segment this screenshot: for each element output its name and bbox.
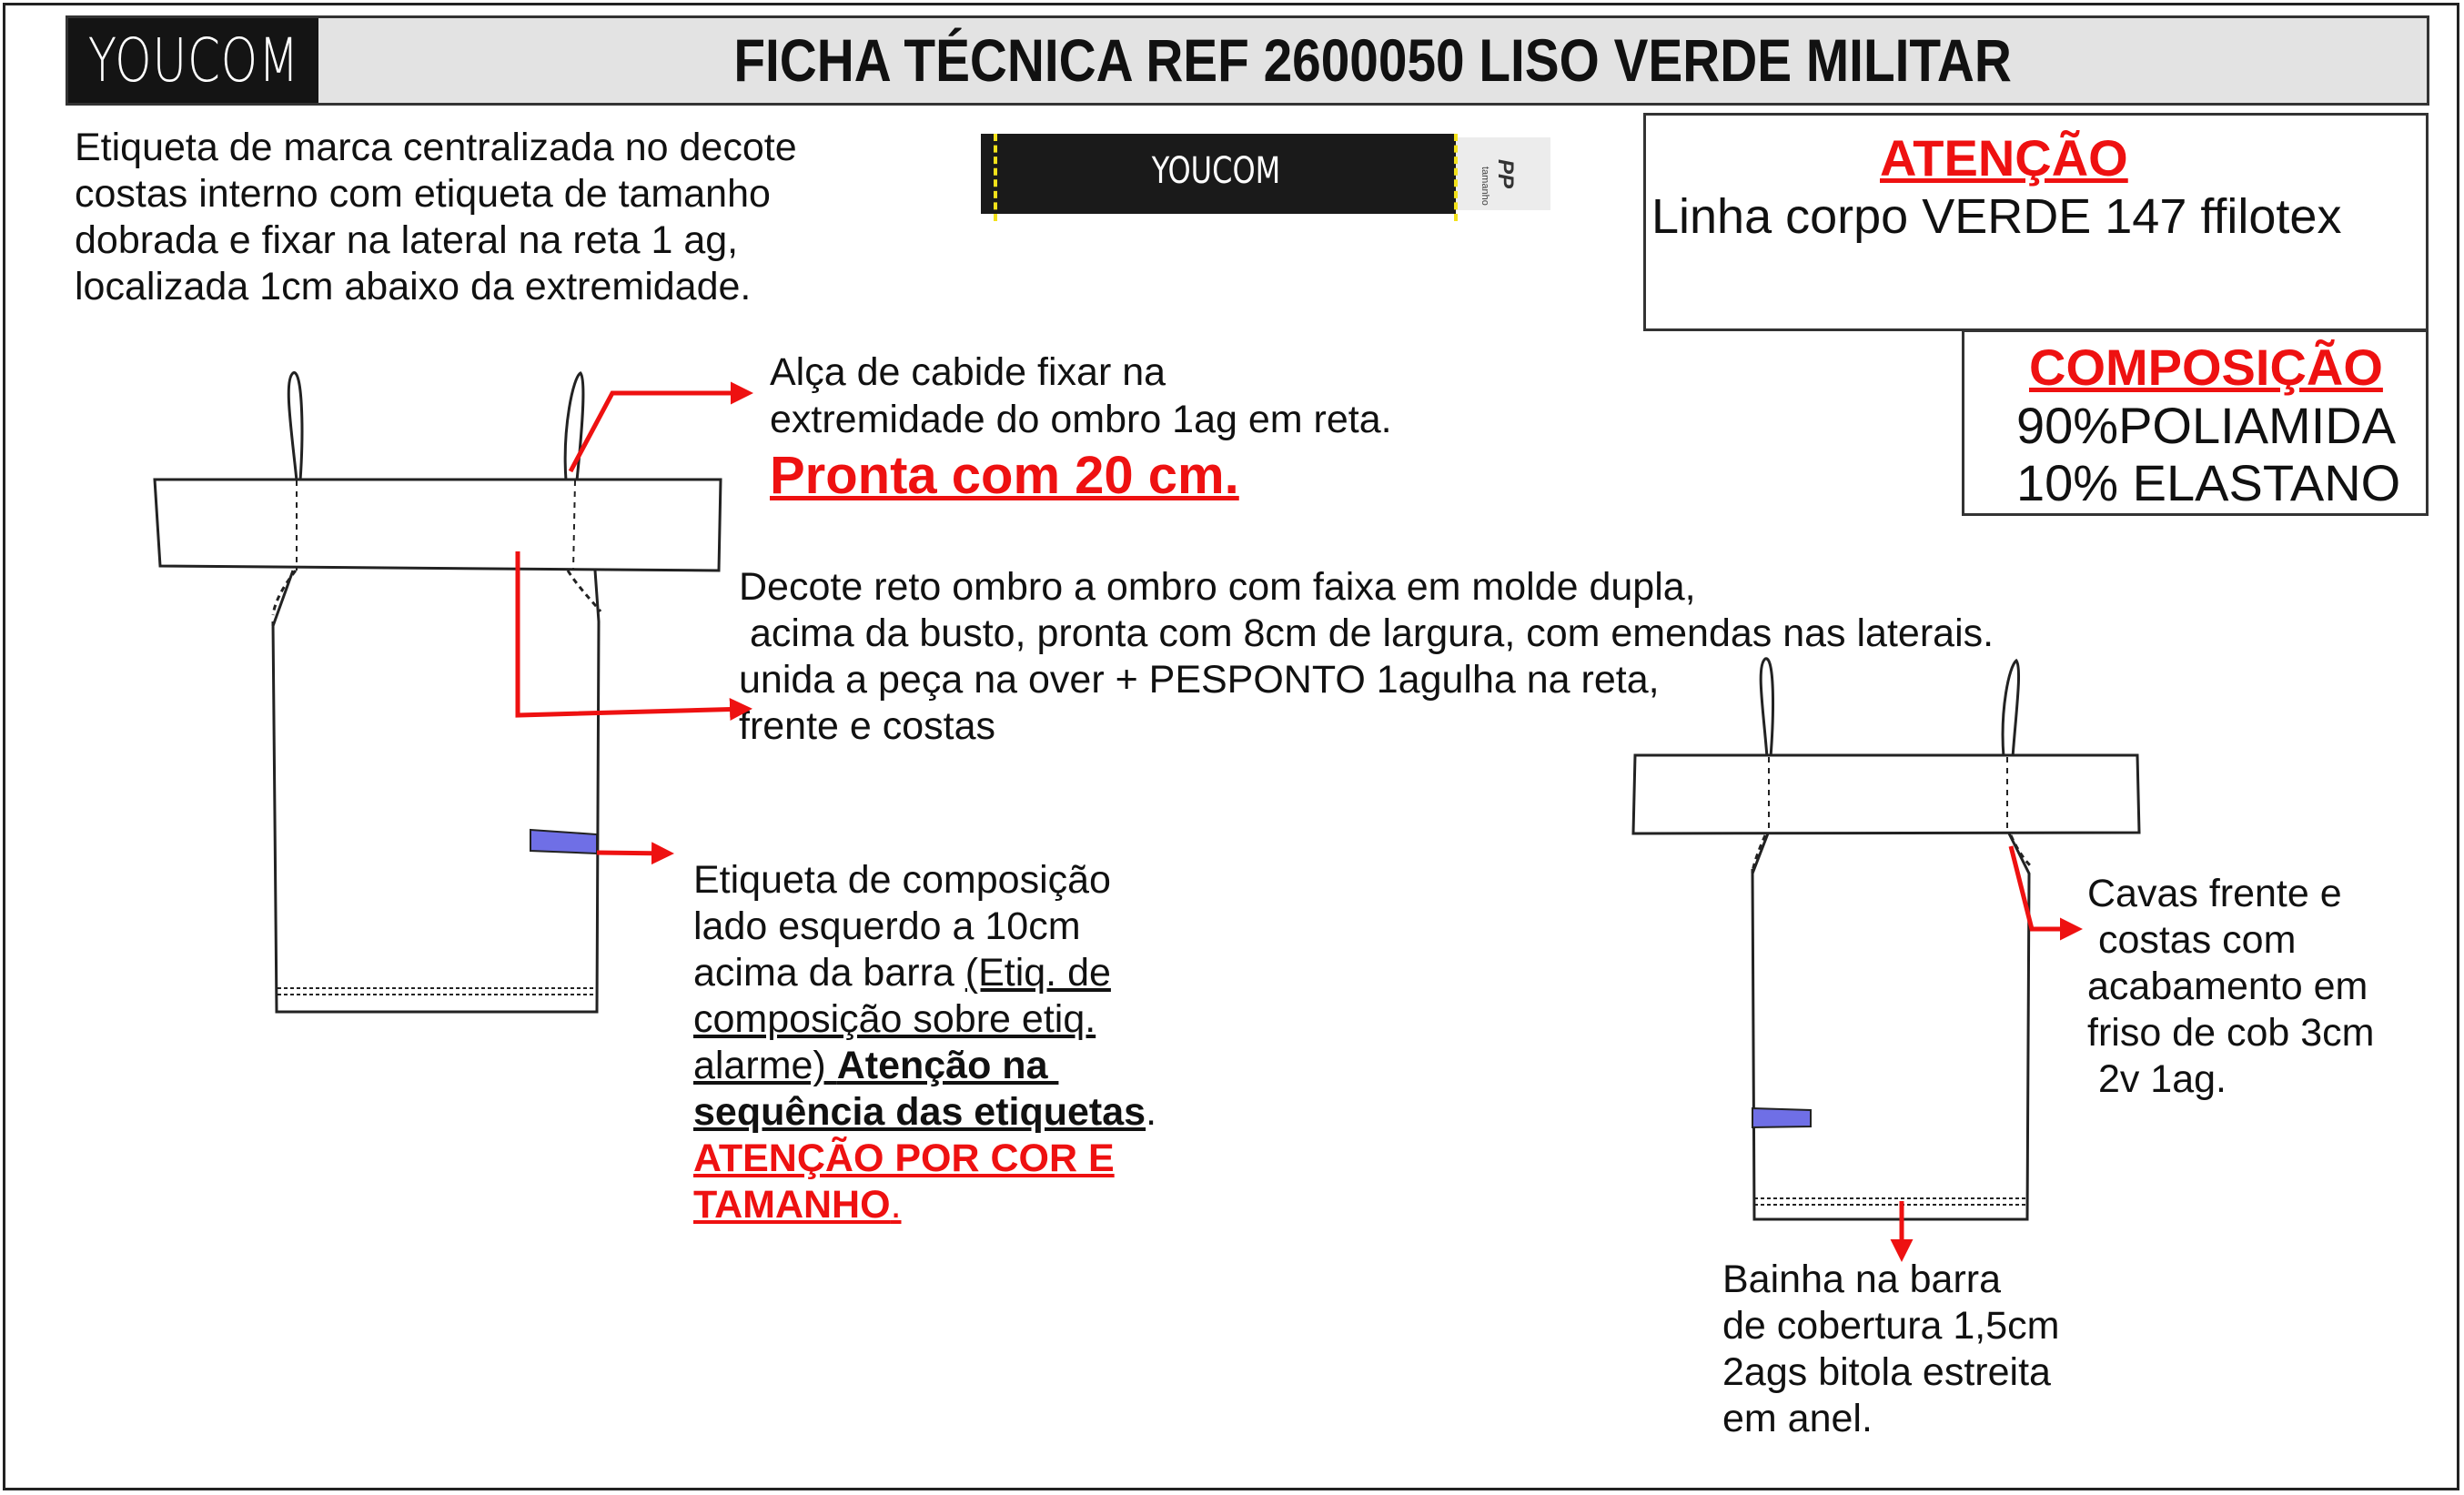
hem-note-line: em anel. bbox=[1722, 1397, 1873, 1440]
neckline-note-line: acima da busto, pronta com 8cm de largura, com emendas nas laterais. bbox=[739, 611, 1994, 655]
brand-logo: YOUCOM bbox=[68, 18, 318, 103]
hem-note-line: de cobertura 1,5cm bbox=[1722, 1304, 2060, 1348]
hem-note-line: 2ags bitola estreita bbox=[1722, 1350, 2051, 1394]
hanger-loop-right bbox=[2003, 661, 2018, 757]
page-title: FICHA TÉCNICA REF 2600050 LISO VERDE MILITAR bbox=[733, 26, 2012, 94]
comp-note-line: sequência das etiquetas. bbox=[693, 1090, 1157, 1134]
armhole-note-line: friso de cob 3cm bbox=[2087, 1011, 2375, 1055]
armhole-note-line: Cavas frente e bbox=[2087, 872, 2342, 915]
composition-line-1: 90%POLIAMIDA bbox=[2016, 397, 2397, 454]
comp-note-line: acima da barra (Etiq. de bbox=[693, 951, 1111, 995]
garment-front-view bbox=[155, 373, 721, 1012]
body-outline bbox=[273, 571, 599, 1012]
brand-note-line: costas interno com etiqueta de tamanho bbox=[75, 172, 771, 216]
comp-note-warning: ATENÇÃO POR COR E bbox=[693, 1136, 1115, 1180]
composition-label-arrow bbox=[597, 853, 670, 854]
brand-note-line: Etiqueta de marca centralizada no decote bbox=[75, 126, 797, 169]
armhole-note-line: acabamento em bbox=[2087, 965, 2368, 1008]
body-outline bbox=[1752, 833, 2029, 1219]
armhole-note-line: costas com bbox=[2087, 918, 2297, 962]
neckline-band bbox=[1633, 755, 2139, 833]
neckline-band bbox=[155, 480, 721, 571]
neckline-note-line: unida a peça na over + PESPONTO 1agulha na reta, bbox=[739, 658, 1660, 702]
comp-note-line: lado esquerdo a 10cm bbox=[693, 904, 1081, 948]
composition-label-marker bbox=[1752, 1108, 1811, 1127]
hanger-loop-left bbox=[288, 373, 302, 480]
brand-note-line: dobrada e fixar na lateral na reta 1 ag, bbox=[75, 218, 739, 262]
hem-note-line: Bainha na barra bbox=[1722, 1258, 2001, 1301]
label-logo: YOUCOM bbox=[1151, 150, 1281, 192]
hanger-note-line: extremidade do ombro 1ag em reta. bbox=[770, 398, 1392, 441]
hanger-arrow bbox=[571, 393, 749, 471]
attention-text: Linha corpo VERDE 147 ffilotex bbox=[1651, 189, 2342, 244]
neckline-note-line: frente e costas bbox=[739, 704, 996, 748]
hanger-note-line: Alça de cabide fixar na bbox=[770, 350, 1166, 394]
garment-back-view bbox=[1633, 659, 2139, 1219]
hanger-note-highlight: Pronta com 20 cm. bbox=[770, 446, 1239, 505]
composition-heading: COMPOSIÇÃO bbox=[2029, 338, 2383, 396]
composition-line-2: 10% ELASTANO bbox=[2016, 454, 2401, 511]
neckline-arrow bbox=[518, 551, 748, 715]
label-size-word: tamanho bbox=[1479, 167, 1490, 206]
comp-note-line: Etiqueta de composição bbox=[693, 858, 1111, 902]
neckline-note-line: Decote reto ombro a ombro com faixa em molde dupla, bbox=[739, 565, 1696, 609]
hanger-loop-left bbox=[1761, 659, 1772, 757]
label-size: PP bbox=[1493, 159, 1518, 189]
armhole-note-line: 2v 1ag. bbox=[2087, 1057, 2227, 1101]
comp-note-warning: TAMANHO. bbox=[693, 1183, 902, 1227]
brand-note-line: localizada 1cm abaixo da extremidade. bbox=[75, 265, 752, 308]
comp-note-line: composição sobre etiq. bbox=[693, 997, 1096, 1041]
composition-label-marker bbox=[530, 830, 597, 854]
comp-note-line: alarme) Atenção na bbox=[693, 1044, 1059, 1087]
attention-heading: ATENÇÃO bbox=[1880, 129, 2128, 187]
